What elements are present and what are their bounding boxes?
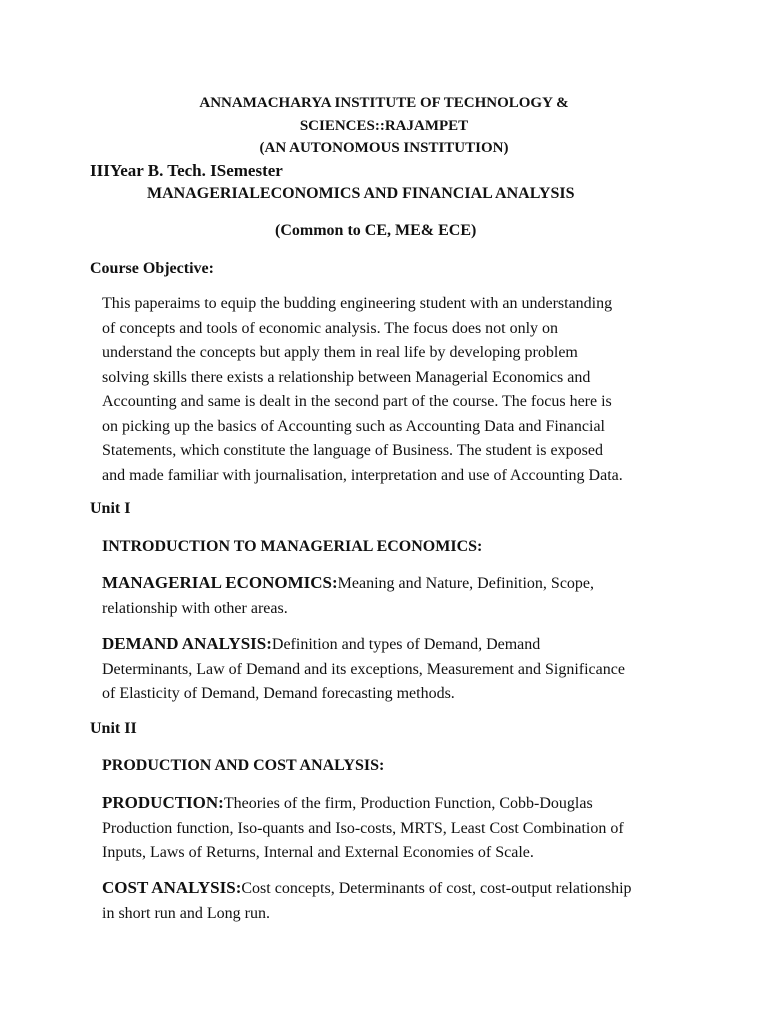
course-objective-text [102, 292, 702, 488]
topic-lead: MANAGERIAL ECONOMICS: [102, 573, 338, 592]
unit-1-heading: Unit I [90, 500, 131, 517]
unit-1-title: INTRODUCTION TO MANAGERIAL ECONOMICS: [102, 538, 483, 555]
objective-line: and made familiar with journalisation, interpretation and use of Accounting Data. [102, 466, 623, 484]
common-to: (Common to CE, ME& ECE) [275, 222, 477, 239]
year-semester: IIIYear B. Tech. ISemester [90, 161, 283, 180]
course-objective-heading: Course Objective: [90, 260, 214, 277]
topic-text: Definition and types of Demand, Demand [271, 636, 541, 653]
demand-analysis-topic [102, 632, 702, 707]
objective-line: This paperaims to equip the budding engineering student with an understanding [102, 295, 613, 312]
topic-lead: PRODUCTION: [102, 793, 224, 812]
objective-line: Accounting and same is dealt in the second part of the course. The focus here is [102, 393, 612, 410]
unit-2-title: PRODUCTION AND COST ANALYSIS: [102, 757, 385, 774]
objective-line: on picking up the basics of Accounting such as Accounting Data and Financial [102, 417, 605, 435]
production-topic [102, 791, 702, 866]
cost-analysis-topic [102, 876, 702, 926]
topic-text: relationship with other areas. [102, 599, 288, 617]
institute-name-line2: SCIENCES::RAJAMPET [299, 118, 469, 134]
topic-text: Determinants, Law of Demand and its exceptions, Measurement and Significance [102, 660, 625, 678]
topic-lead: DEMAND ANALYSIS: [102, 634, 272, 653]
topic-text: Theories of the firm, Production Function, Cobb-Douglas [223, 795, 593, 812]
topic-text: in short run and Long run. [102, 904, 270, 922]
topic-text: Cost concepts, Determinants of cost, cost-output relationship [241, 880, 632, 897]
objective-line: understand the concepts but apply them in real life by developing problem [102, 344, 578, 361]
topic-text: Inputs, Laws of Returns, Internal and External Economies of Scale. [102, 844, 534, 861]
topic-text: Meaning and Nature, Definition, Scope, [337, 575, 595, 592]
managerial-economics-topic [102, 571, 702, 621]
unit-2-heading: Unit II [90, 720, 137, 737]
institute-name-line1: ANNAMACHARYA INSTITUTE OF TECHNOLOGY & [199, 95, 569, 111]
objective-line: of concepts and tools of economic analysis. The focus does not only on [102, 319, 559, 337]
topic-text: Production function, Iso-quants and Iso-costs, MRTS, Least Cost Combination of [102, 819, 624, 837]
topic-lead: COST ANALYSIS: [102, 878, 242, 897]
objective-line: Statements, which constitute the language of Business. The student is exposed [102, 442, 603, 459]
topic-text: of Elasticity of Demand, Demand forecasting methods. [102, 685, 455, 702]
course-title: MANAGERIALECONOMICS AND FINANCIAL ANALYSIS [147, 185, 575, 202]
institute-status: (AN AUTONOMOUS INSTITUTION) [259, 140, 509, 156]
objective-line: solving skills there exists a relationship between Managerial Economics and [102, 368, 591, 386]
